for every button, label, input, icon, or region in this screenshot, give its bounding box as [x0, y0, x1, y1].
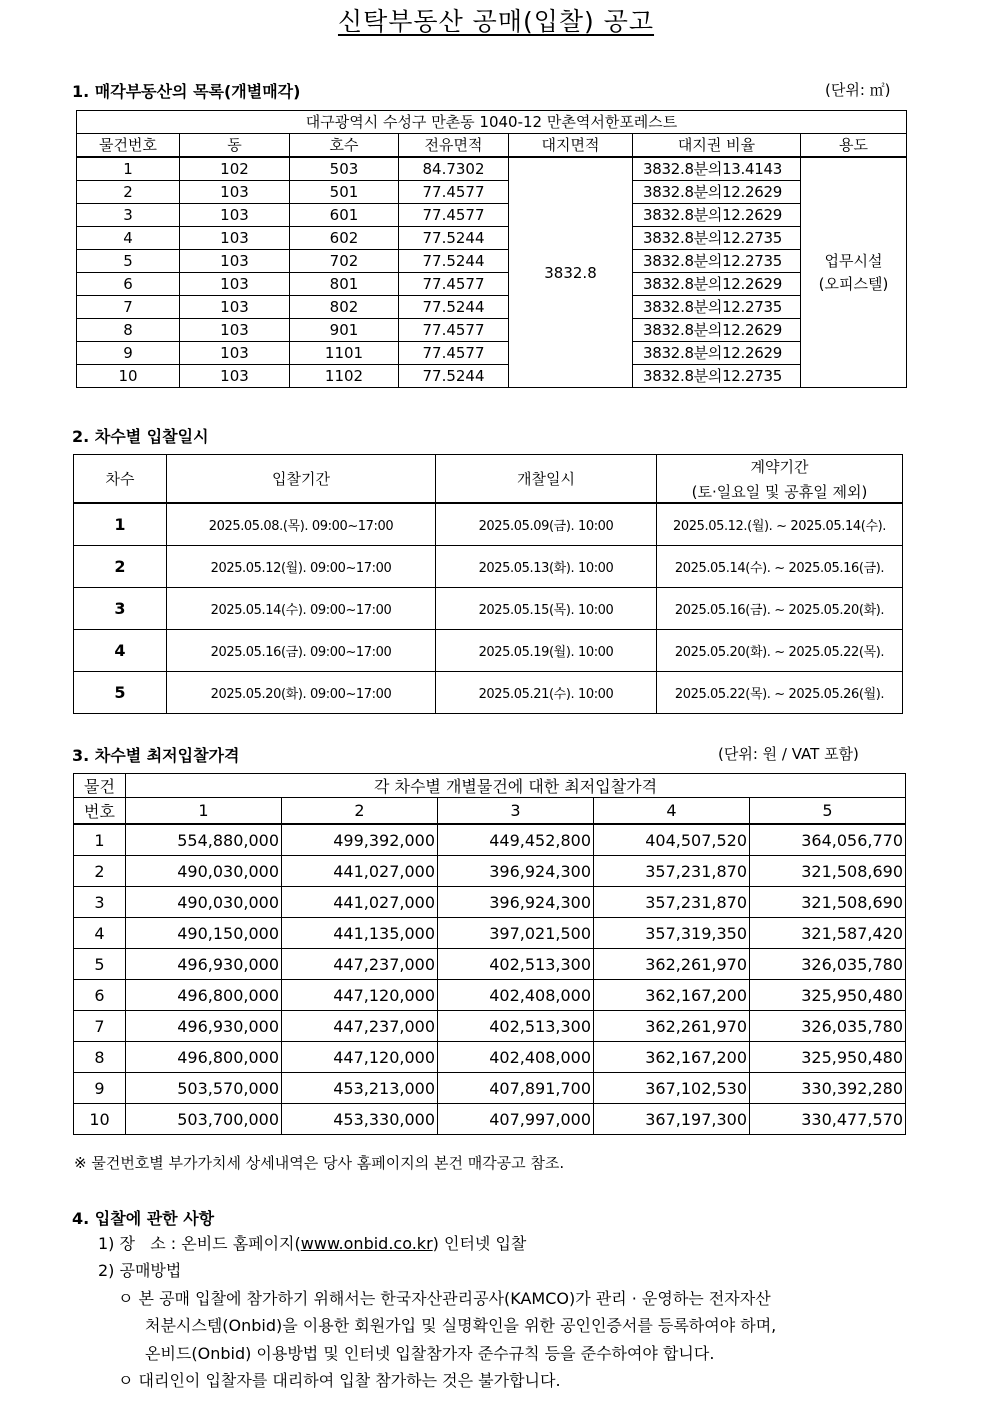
dong: 103	[180, 227, 290, 250]
min-price-round-1: 496,800,000	[126, 980, 282, 1011]
min-price-round-4: 362,167,200	[594, 980, 750, 1011]
land-ratio: 3832.8분의12.2629	[633, 181, 801, 204]
min-price-round-1: 503,700,000	[126, 1104, 282, 1135]
min-price-round-5: 325,950,480	[750, 1042, 906, 1073]
bid-place-suffix: ) 인터넷 입찰	[432, 1234, 527, 1253]
min-price-round-5: 330,477,570	[750, 1104, 906, 1135]
bid-method-line: 2) 공매방법	[98, 1261, 182, 1280]
land-ratio: 3832.8분의12.2629	[633, 319, 801, 342]
exclusive-area: 77.4577	[399, 273, 509, 296]
header-round-5: 5	[750, 798, 906, 825]
onbid-link[interactable]: www.onbid.co.kr	[300, 1234, 433, 1253]
min-price-round-4: 357,231,870	[594, 856, 750, 887]
header-opening: 개찰일시	[436, 455, 657, 504]
usage-line2: (오피스텔)	[818, 274, 889, 293]
bid-period: 2025.05.20(화). 09:00~17:00	[167, 672, 436, 714]
table-row	[77, 319, 907, 342]
section1-unit: (단위: ㎡)	[825, 81, 891, 99]
bid-period: 2025.05.12(월). 09:00~17:00	[167, 546, 436, 588]
min-price-round-3: 397,021,500	[438, 918, 594, 949]
property-list-table	[76, 110, 907, 388]
min-price-round-2: 453,213,000	[282, 1073, 438, 1104]
bid-place-line	[98, 1231, 526, 1254]
item-no: 6	[77, 273, 180, 296]
section3-unit: (단위: 원 / VAT 포함)	[718, 745, 859, 763]
land-ratio: 3832.8분의12.2735	[633, 227, 801, 250]
contract-period: 2025.05.14(수). ~ 2025.05.16(금).	[657, 546, 903, 588]
min-price-round-4: 362,261,970	[594, 949, 750, 980]
min-price-round-5: 321,508,690	[750, 887, 906, 918]
ho: 901	[290, 319, 399, 342]
item-no: 9	[74, 1073, 126, 1104]
opening-datetime: 2025.05.21(수). 10:00	[436, 672, 657, 714]
table-row	[74, 630, 903, 672]
header-no-line1: 물건	[74, 774, 126, 798]
table-row	[74, 588, 903, 630]
min-price-round-4: 367,102,530	[594, 1073, 750, 1104]
table-row	[77, 296, 907, 319]
min-price-round-1: 490,030,000	[126, 887, 282, 918]
table-row	[74, 887, 906, 918]
ho: 801	[290, 273, 399, 296]
min-price-round-2: 499,392,000	[282, 824, 438, 856]
land-ratio: 3832.8분의12.2735	[633, 250, 801, 273]
table-row	[77, 250, 907, 273]
min-price-round-5: 364,056,770	[750, 824, 906, 856]
header-exclusive-area: 전유면적	[399, 134, 509, 158]
exclusive-area: 77.5244	[399, 250, 509, 273]
table-row	[77, 273, 907, 296]
header-round-2: 2	[282, 798, 438, 825]
header-round-1: 1	[126, 798, 282, 825]
header-ho: 호수	[290, 134, 399, 158]
exclusive-area: 77.5244	[399, 365, 509, 388]
dong: 103	[180, 342, 290, 365]
dong: 103	[180, 319, 290, 342]
item-no: 10	[74, 1104, 126, 1135]
min-price-round-3: 402,513,300	[438, 1011, 594, 1042]
min-price-round-1: 496,930,000	[126, 949, 282, 980]
min-price-round-1: 490,150,000	[126, 918, 282, 949]
bullet2-line: ㅇ 대리인이 입찰자를 대리하여 입찰 참가하는 것은 불가합니다.	[118, 1371, 561, 1390]
table-row	[74, 949, 906, 980]
header-round-4: 4	[594, 798, 750, 825]
min-price-round-3: 407,891,700	[438, 1073, 594, 1104]
land-ratio: 3832.8분의12.2629	[633, 204, 801, 227]
min-price-round-2: 447,237,000	[282, 1011, 438, 1042]
header-no-line2: 번호	[74, 798, 126, 825]
item-no: 2	[77, 181, 180, 204]
min-price-round-2: 441,135,000	[282, 918, 438, 949]
round-no: 2	[74, 546, 167, 588]
bid-period: 2025.05.14(수). 09:00~17:00	[167, 588, 436, 630]
bid-period: 2025.05.16(금). 09:00~17:00	[167, 630, 436, 672]
min-price-round-1: 554,880,000	[126, 824, 282, 856]
header-min-price: 각 차수별 개별물건에 대한 최저입찰가격	[126, 774, 906, 798]
min-price-round-2: 447,120,000	[282, 1042, 438, 1073]
min-price-round-4: 404,507,520	[594, 824, 750, 856]
header-land-area: 대지면적	[509, 134, 633, 158]
dong: 103	[180, 296, 290, 319]
min-price-round-2: 453,330,000	[282, 1104, 438, 1135]
min-price-round-3: 402,513,300	[438, 949, 594, 980]
round-no: 1	[74, 503, 167, 546]
table-row	[74, 1042, 906, 1073]
min-price-round-1: 496,800,000	[126, 1042, 282, 1073]
min-price-round-2: 447,120,000	[282, 980, 438, 1011]
min-price-round-2: 441,027,000	[282, 887, 438, 918]
contract-period: 2025.05.22(목). ~ 2025.05.26(월).	[657, 672, 903, 714]
exclusive-area: 77.4577	[399, 342, 509, 365]
bullet1-line1: ㅇ 본 공매 입찰에 참가하기 위해서는 한국자산관리공사(KAMCO)가 관리 · 운영하는 전자자산	[118, 1289, 771, 1308]
min-price-round-4: 362,167,200	[594, 1042, 750, 1073]
dong: 103	[180, 365, 290, 388]
section2-heading: 2. 차수별 입찰일시	[72, 427, 209, 446]
min-price-round-1: 496,930,000	[126, 1011, 282, 1042]
min-price-round-3: 402,408,000	[438, 1042, 594, 1073]
item-no: 8	[77, 319, 180, 342]
min-price-round-3: 396,924,300	[438, 887, 594, 918]
table-row	[74, 672, 903, 714]
dong: 103	[180, 273, 290, 296]
item-no: 4	[77, 227, 180, 250]
header-bid-period: 입찰기간	[167, 455, 436, 504]
exclusive-area: 77.4577	[399, 204, 509, 227]
exclusive-area: 77.5244	[399, 296, 509, 319]
table-row	[74, 546, 903, 588]
round-no: 3	[74, 588, 167, 630]
table-row	[74, 824, 906, 856]
ho: 503	[290, 157, 399, 181]
table-row	[74, 980, 906, 1011]
min-price-round-4: 362,261,970	[594, 1011, 750, 1042]
dong: 102	[180, 157, 290, 181]
vat-note: ※ 물건번호별 부가가치세 상세내역은 당사 홈페이지의 본건 매각공고 참조.	[74, 1154, 565, 1172]
usage	[801, 157, 907, 388]
item-no: 5	[77, 250, 180, 273]
min-price-round-3: 396,924,300	[438, 856, 594, 887]
min-price-round-5: 321,508,690	[750, 856, 906, 887]
land-ratio: 3832.8분의12.2629	[633, 273, 801, 296]
min-price-round-1: 490,030,000	[126, 856, 282, 887]
exclusive-area: 77.4577	[399, 319, 509, 342]
property-address: 대구광역시 수성구 만촌동 1040-12 만촌역서한포레스트	[77, 111, 907, 134]
usage-line1: 업무시설	[824, 251, 883, 270]
land-ratio: 3832.8분의12.2735	[633, 296, 801, 319]
table-row	[77, 342, 907, 365]
item-no: 9	[77, 342, 180, 365]
min-price-round-4: 357,231,870	[594, 887, 750, 918]
table-row	[74, 856, 906, 887]
land-ratio: 3832.8분의12.2735	[633, 365, 801, 388]
table-row	[77, 365, 907, 388]
item-no: 8	[74, 1042, 126, 1073]
round-no: 4	[74, 630, 167, 672]
opening-datetime: 2025.05.09(금). 10:00	[436, 503, 657, 546]
ho: 601	[290, 204, 399, 227]
bullet1-line3: 온비드(Onbid) 이용방법 및 인터넷 입찰참가자 준수규칙 등을 준수하여야 합니다.	[145, 1344, 715, 1363]
table-row	[74, 1073, 906, 1104]
bullet1-line2: 처분시스템(Onbid)을 이용한 회원가입 및 실명확인을 위한 공인인증서를 등록하여야 하며,	[145, 1316, 777, 1335]
ho: 602	[290, 227, 399, 250]
table-row	[74, 1011, 906, 1042]
exclusive-area: 77.4577	[399, 181, 509, 204]
table-row	[74, 918, 906, 949]
opening-datetime: 2025.05.13(화). 10:00	[436, 546, 657, 588]
section3-heading: 3. 차수별 최저입찰가격	[72, 746, 240, 765]
exclusive-area: 84.7302	[399, 157, 509, 181]
min-price-round-5: 321,587,420	[750, 918, 906, 949]
contract-header-line1: 계약기간	[750, 457, 809, 476]
item-no: 6	[74, 980, 126, 1011]
bid-period: 2025.05.08.(목). 09:00~17:00	[167, 503, 436, 546]
dong: 103	[180, 204, 290, 227]
item-no: 5	[74, 949, 126, 980]
ho: 1101	[290, 342, 399, 365]
contract-period: 2025.05.12.(월). ~ 2025.05.14(수).	[657, 503, 903, 546]
round-no: 5	[74, 672, 167, 714]
table-row	[77, 181, 907, 204]
ho: 802	[290, 296, 399, 319]
table-row	[77, 157, 907, 181]
land-area: 3832.8	[509, 157, 633, 388]
min-price-round-5: 326,035,780	[750, 1011, 906, 1042]
header-dong: 동	[180, 134, 290, 158]
ho: 702	[290, 250, 399, 273]
header-contract-period	[657, 455, 903, 504]
min-price-round-2: 447,237,000	[282, 949, 438, 980]
table-row	[77, 204, 907, 227]
min-price-round-4: 357,319,350	[594, 918, 750, 949]
min-price-round-5: 326,035,780	[750, 949, 906, 980]
item-no: 1	[74, 824, 126, 856]
item-no: 1	[77, 157, 180, 181]
contract-period: 2025.05.16(금). ~ 2025.05.20(화).	[657, 588, 903, 630]
min-price-round-1: 503,570,000	[126, 1073, 282, 1104]
bid-place-prefix: 1) 장 소 : 온비드 홈페이지(	[98, 1234, 301, 1253]
contract-period: 2025.05.20(화). ~ 2025.05.22(목).	[657, 630, 903, 672]
min-price-round-3: 407,997,000	[438, 1104, 594, 1135]
item-no: 4	[74, 918, 126, 949]
ho: 501	[290, 181, 399, 204]
section4-heading: 4. 입찰에 관한 사항	[72, 1209, 215, 1228]
min-price-table	[73, 773, 906, 1135]
exclusive-area: 77.5244	[399, 227, 509, 250]
min-price-round-3: 449,452,800	[438, 824, 594, 856]
min-price-round-2: 441,027,000	[282, 856, 438, 887]
land-ratio: 3832.8분의12.2629	[633, 342, 801, 365]
min-price-round-5: 330,392,280	[750, 1073, 906, 1104]
item-no: 3	[74, 887, 126, 918]
ho: 1102	[290, 365, 399, 388]
table-row	[74, 503, 903, 546]
contract-header-line2: (토·일요일 및 공휴일 제외)	[691, 482, 868, 501]
item-no: 7	[77, 296, 180, 319]
min-price-round-5: 325,950,480	[750, 980, 906, 1011]
min-price-round-4: 367,197,300	[594, 1104, 750, 1135]
section1-heading: 1. 매각부동산의 목록(개별매각)	[72, 82, 301, 101]
opening-datetime: 2025.05.15(목). 10:00	[436, 588, 657, 630]
land-ratio: 3832.8분의13.4143	[633, 157, 801, 181]
opening-datetime: 2025.05.19(월). 10:00	[436, 630, 657, 672]
header-item-no: 물건번호	[77, 134, 180, 158]
item-no: 7	[74, 1011, 126, 1042]
header-land-ratio: 대지권 비율	[633, 134, 801, 158]
min-price-round-3: 402,408,000	[438, 980, 594, 1011]
dong: 103	[180, 181, 290, 204]
page-title: 신탁부동산 공매(입찰) 공고	[337, 7, 655, 36]
header-round-3: 3	[438, 798, 594, 825]
header-usage: 용도	[801, 134, 907, 158]
header-round: 차수	[74, 455, 167, 504]
dong: 103	[180, 250, 290, 273]
table-row	[74, 1104, 906, 1135]
item-no: 2	[74, 856, 126, 887]
item-no: 3	[77, 204, 180, 227]
table-row	[77, 227, 907, 250]
item-no: 10	[77, 365, 180, 388]
bid-schedule-table	[73, 454, 903, 714]
